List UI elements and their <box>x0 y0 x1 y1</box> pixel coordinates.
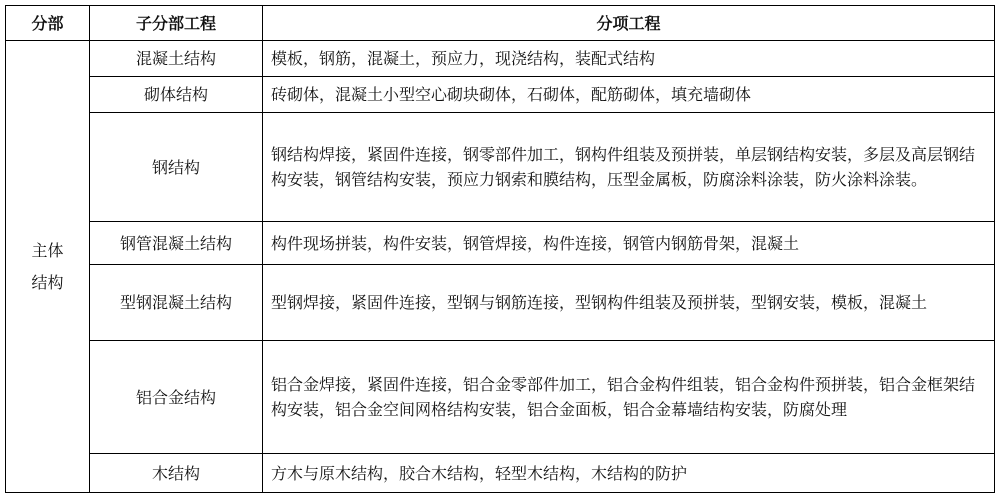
items-cell <box>263 265 995 341</box>
items-text: 钢结构焊接，紧固件连接，钢零部件加工，钢构件组装及预拼装，单层钢结构安装，多层及高层钢结构安装，钢管结构安装，预应力钢索和膜结构，压型金属板，防腐涂料涂装，防火涂料涂装。 <box>271 145 976 189</box>
division-name-line2: 结构 <box>31 272 64 292</box>
sub-division-name: 砌体结构 <box>143 85 208 104</box>
header-items: 分项工程 <box>263 6 995 41</box>
items-cell <box>263 41 995 77</box>
sub-division-cell <box>90 113 263 222</box>
sub-division-cell <box>90 265 263 341</box>
sub-division-cell <box>90 341 263 454</box>
items-text: 砖砌体，混凝土小型空心砌块砌体，石砌体，配筋砌体，填充墙砌体 <box>271 85 752 104</box>
sub-division-name: 型钢混凝土结构 <box>119 293 232 312</box>
division-name-line1: 主体 <box>31 240 64 260</box>
items-cell <box>263 341 995 454</box>
sub-division-name: 钢结构 <box>151 157 200 177</box>
sub-division-name: 混凝土结构 <box>135 49 216 68</box>
table-row <box>6 77 995 113</box>
items-text: 型钢焊接，紧固件连接，型钢与钢筋连接，型钢构件组装及预拼装，型钢安装，模板，混凝土 <box>271 293 928 312</box>
items-cell <box>263 113 995 222</box>
sub-division-cell <box>90 454 263 493</box>
table-row <box>6 222 995 265</box>
items-cell <box>263 454 995 493</box>
items-cell <box>263 77 995 113</box>
items-text: 铝合金焊接，紧固件连接，铝合金零部件加工，铝合金构件组装，铝合金构件预拼装，铝合金框架结构安装，铝合金空间网格结构安装，铝合金面板，铝合金幕墙结构安装，防腐处理 <box>271 375 976 419</box>
table-row <box>6 265 995 341</box>
table-header-row <box>6 6 995 41</box>
division-cell <box>6 41 90 493</box>
items-cell <box>263 222 995 265</box>
items-text: 模板，钢筋，混凝土，预应力，现浇结构，装配式结构 <box>271 49 656 68</box>
header-division: 分部 <box>6 6 90 41</box>
table-row <box>6 41 995 77</box>
sub-division-cell <box>90 77 263 113</box>
sub-division-name: 铝合金结构 <box>135 387 216 407</box>
header-sub-division: 子分部工程 <box>90 6 263 41</box>
table-row <box>6 454 995 493</box>
sub-division-name: 木结构 <box>151 463 200 483</box>
sub-division-cell <box>90 222 263 265</box>
table-row <box>6 341 995 454</box>
table-row <box>6 113 995 222</box>
sub-division-cell <box>90 41 263 77</box>
items-text: 构件现场拼装，构件安装，钢管焊接，构件连接，钢管内钢筋骨架，混凝土 <box>271 233 800 253</box>
table-container <box>5 5 994 493</box>
items-text: 方木与原木结构，胶合木结构，轻型木结构，木结构的防护 <box>271 463 688 483</box>
sub-division-name: 钢管混凝土结构 <box>119 233 232 253</box>
division-table <box>5 5 995 493</box>
